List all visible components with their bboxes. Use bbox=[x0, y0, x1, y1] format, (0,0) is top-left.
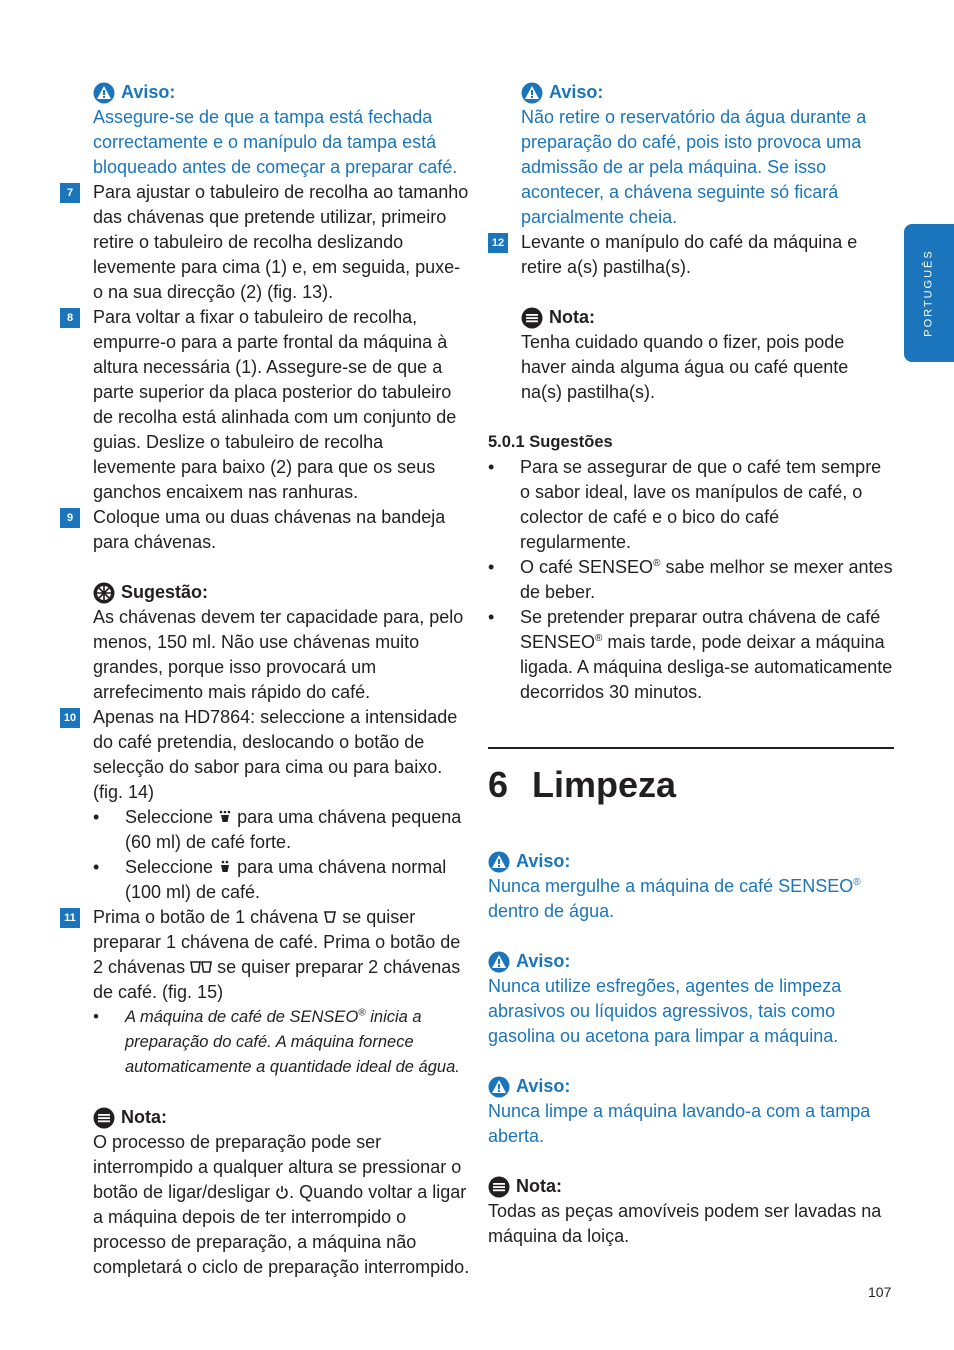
tip-heading: Sugestão: bbox=[93, 580, 470, 605]
strong-coffee-icon bbox=[218, 810, 232, 824]
note-block bbox=[488, 305, 894, 405]
warning-block bbox=[60, 80, 470, 180]
step-number: 11 bbox=[60, 908, 80, 928]
note-block bbox=[60, 1105, 470, 1280]
list-item: • A máquina de café de SENSEO® inicia a preparação do café. A máquina fornece automaticamente a quantidade ideal de água. bbox=[93, 1005, 470, 1080]
step-number: 7 bbox=[60, 183, 80, 203]
note-text: Tenha cuidado quando o fizer, pois pode haver ainda alguma água ou café quente na(s) pastilha(s). bbox=[521, 332, 849, 402]
step-number: 9 bbox=[60, 508, 80, 528]
step-text: Apenas na HD7864: seleccione a intensidade do café pretendia, deslocando o botão de selecção do sabor para cima ou para baixo. (fig. 14) bbox=[93, 707, 458, 802]
step-number: 8 bbox=[60, 308, 80, 328]
note-text: Todas as peças amovíveis podem ser lavadas na máquina da loiça. bbox=[488, 1201, 882, 1246]
warning-block bbox=[488, 1074, 894, 1149]
tip-block bbox=[60, 580, 470, 705]
warning-icon bbox=[521, 82, 543, 104]
warning-text: Nunca limpe a máquina lavando-a com a tampa aberta. bbox=[488, 1101, 871, 1146]
list-item: • Para se assegurar de que o café tem sempre o sabor ideal, lave os manípulos de café, o colector de café e o bico do café regularmente. bbox=[488, 455, 894, 555]
list-item: • Seleccione para uma chávena pequena (60 ml) de café forte. bbox=[93, 805, 470, 855]
note-icon bbox=[93, 1107, 115, 1129]
list-item: • Seleccione para uma chávena normal (100 ml) de café. bbox=[93, 855, 470, 905]
step-number: 10 bbox=[60, 708, 80, 728]
warning-block bbox=[488, 949, 894, 1049]
note-heading: Nota: bbox=[488, 1174, 894, 1199]
note-block bbox=[488, 1174, 894, 1249]
step-text: Coloque uma ou duas chávenas na bandeja para chávenas. bbox=[93, 507, 446, 552]
chapter-number: 6 bbox=[488, 764, 509, 805]
note-heading: Nota: bbox=[93, 1105, 470, 1130]
power-icon bbox=[275, 1185, 289, 1199]
warning-icon bbox=[488, 1076, 510, 1098]
warning-text: Não retire o reservatório da água durante a preparação do café, pois isto provoca uma admissão de ar pela máquina. Se isso acontecer, a chávena seguinte só ficará parcialmente cheia. bbox=[521, 107, 867, 227]
right-column bbox=[488, 80, 894, 1249]
warning-heading: Aviso: bbox=[488, 849, 894, 874]
warning-text: Nunca mergulhe a máquina de café SENSEO® dentro de água. bbox=[488, 876, 861, 921]
step-7 bbox=[60, 180, 470, 305]
note-text: O processo de preparação pode ser interrompido a qualquer altura se pressionar o botão de ligar/desligar . Quando voltar a ligar a máquina depois de ter interrompido o processo de preparação, a máquina não completará o ciclo de preparação interrompido. bbox=[93, 1132, 470, 1277]
note-heading: Nota: bbox=[521, 305, 894, 330]
step-11: 11 Prima o botão de 1 chávena se quiser preparar 1 chávena de café. Prima o botão de 2 chávenas se quiser preparar 2 chávenas de café. (fig. 15) bbox=[60, 905, 470, 1005]
step-text: Para ajustar o tabuleiro de recolha ao tamanho das chávenas que pretende utilizar, primeiro retire o tabuleiro de recolha deslizando levemente para cima (1) e, em seguida, puxe-o na sua direcção (2) (fig. 13). bbox=[93, 182, 469, 302]
list-item: • Se pretender preparar outra chávena de café SENSEO® mais tarde, pode deixar a máquina ligada. A máquina desliga-se automaticamente decorridos 30 minutos. bbox=[488, 605, 894, 705]
step-number: 12 bbox=[488, 233, 508, 253]
tip-icon bbox=[93, 582, 115, 604]
warning-heading: Aviso: bbox=[93, 80, 470, 105]
warning-block bbox=[488, 849, 894, 924]
warning-heading: Aviso: bbox=[521, 80, 894, 105]
warning-heading: Aviso: bbox=[488, 1074, 894, 1099]
note-icon bbox=[488, 1176, 510, 1198]
left-column bbox=[60, 80, 470, 1280]
warning-heading: Aviso: bbox=[488, 949, 894, 974]
warning-block bbox=[488, 80, 894, 230]
warning-text: Nunca utilize esfregões, agentes de limpeza abrasivos ou líquidos agressivos, tais como gasolina ou acetona para limpar a máquina. bbox=[488, 976, 842, 1046]
chapter-title: Limpeza bbox=[532, 764, 677, 805]
page-number: 107 bbox=[868, 1284, 892, 1300]
step-12 bbox=[488, 230, 894, 280]
list-item: • O café SENSEO® sabe melhor se mexer antes de beber. bbox=[488, 555, 894, 605]
language-tab-label: PORTUGUÊS bbox=[922, 249, 935, 337]
step-8 bbox=[60, 305, 470, 505]
step-9 bbox=[60, 505, 470, 555]
step-text: Para voltar a fixar o tabuleiro de recolha, empurre-o para a parte frontal da máquina à altura necessária (1). Assegure-se de que a parte superior da placa posterior do tabuleiro de recolha está alinhada com um conjunto de guias. Deslize o tabuleiro de recolha levemente para baixo (2) para que os seus ganchos encaixem nas ranhuras. bbox=[93, 307, 457, 502]
two-cups-icon bbox=[190, 960, 212, 974]
warning-icon bbox=[488, 951, 510, 973]
warning-icon bbox=[93, 82, 115, 104]
step-10 bbox=[60, 705, 470, 805]
note-icon bbox=[521, 307, 543, 329]
normal-coffee-icon bbox=[218, 860, 232, 874]
section-heading: 5.0.1 Sugestões bbox=[488, 433, 613, 451]
tip-text: As chávenas devem ter capacidade para, pelo menos, 150 ml. Não use chávenas muito grandes, porque isso provocará um arrefecimento mais rápido do café. bbox=[93, 607, 464, 702]
warning-icon bbox=[488, 851, 510, 873]
chapter-heading bbox=[488, 747, 894, 807]
step-text: Levante o manípulo do café da máquina e retire a(s) pastilha(s). bbox=[521, 232, 858, 277]
warning-text: Assegure-se de que a tampa está fechada correctamente e o manípulo da tampa está bloqueado antes de começar a preparar café. bbox=[93, 107, 458, 177]
language-tab bbox=[904, 224, 954, 362]
one-cup-icon bbox=[323, 910, 337, 924]
